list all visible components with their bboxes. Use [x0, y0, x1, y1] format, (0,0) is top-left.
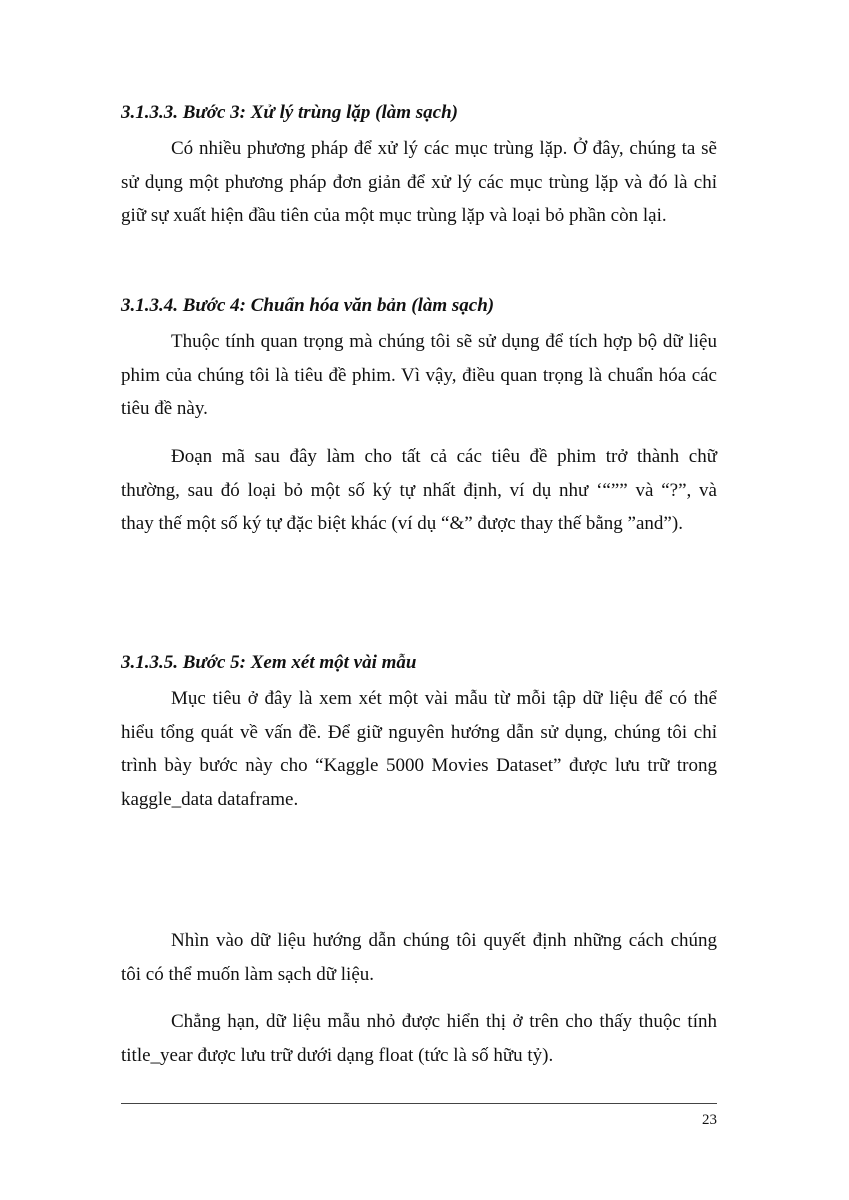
text-line: thường, sau đó loại bỏ một số ký tự nhất định, ví dụ như ‘“”” và “?”, và	[121, 479, 717, 501]
text-line: title_year được lưu trữ dưới dạng float (tức là số hữu tỷ).	[121, 1044, 554, 1066]
section-heading-step-5: 3.1.3.5. Bước 5: Xem xét một vài mẫu	[121, 652, 417, 673]
paragraph-step-4-intro	[121, 325, 717, 426]
section-heading-step-3: 3.1.3.3. Bước 3: Xử lý trùng lặp (làm sạch)	[121, 102, 458, 123]
text-line: Có nhiều phương pháp để xử lý các mục trùng lặp. Ở đây, chúng ta sẽ	[171, 138, 717, 159]
text-line: tôi có thể muốn làm sạch dữ liệu.	[121, 963, 375, 985]
text-line: giữ sự xuất hiện đầu tiên của một mục trùng lặp và loại bỏ phần còn lại.	[121, 205, 667, 226]
section-heading-step-4: 3.1.3.4. Bước 4: Chuẩn hóa văn bản (làm sạch)	[121, 295, 495, 316]
text-line: Nhìn vào dữ liệu hướng dẫn chúng tôi quyết định những cách chúng	[171, 930, 717, 951]
text-line: Chẳng hạn, dữ liệu mẫu nhỏ được hiển thị ở trên cho thấy thuộc tính	[171, 1011, 717, 1032]
text-line: tiêu đề này.	[121, 398, 208, 419]
text-line: Đoạn mã sau đây làm cho tất cả các tiêu đề phim trở thành chữ	[171, 446, 717, 467]
paragraph-step-3	[121, 132, 717, 233]
text-line: phim của chúng tôi là tiêu đề phim. Vì vậy, điều quan trọng là chuẩn hóa các	[121, 364, 717, 386]
paragraph-step-4-code-description	[121, 440, 717, 541]
text-line: Thuộc tính quan trọng mà chúng tôi sẽ sử dụng để tích hợp bộ dữ liệu	[171, 331, 717, 352]
footer-divider	[121, 1103, 717, 1104]
paragraph-step-5	[121, 682, 717, 816]
paragraph-data-observation	[121, 924, 717, 991]
text-line: kaggle_data dataframe.	[121, 788, 299, 810]
page-number: 23	[702, 1112, 717, 1128]
text-line: thay thế một số ký tự đặc biệt khác (ví dụ “&” được thay thế bằng ”and”).	[121, 513, 683, 534]
text-line: sử dụng một phương pháp đơn giản để xử lý các mục trùng lặp và đó là chỉ	[121, 171, 717, 193]
paragraph-title-year-example	[121, 1005, 717, 1072]
text-line: Mục tiêu ở đây là xem xét một vài mẫu từ mỗi tập dữ liệu để có thể	[171, 688, 717, 709]
text-line: trình bày bước này cho “Kaggle 5000 Movies Dataset” được lưu trữ trong	[121, 755, 717, 776]
text-line: hiểu tổng quát về vấn đề. Để giữ nguyên hướng dẫn sử dụng, chúng tôi chỉ	[121, 721, 717, 743]
